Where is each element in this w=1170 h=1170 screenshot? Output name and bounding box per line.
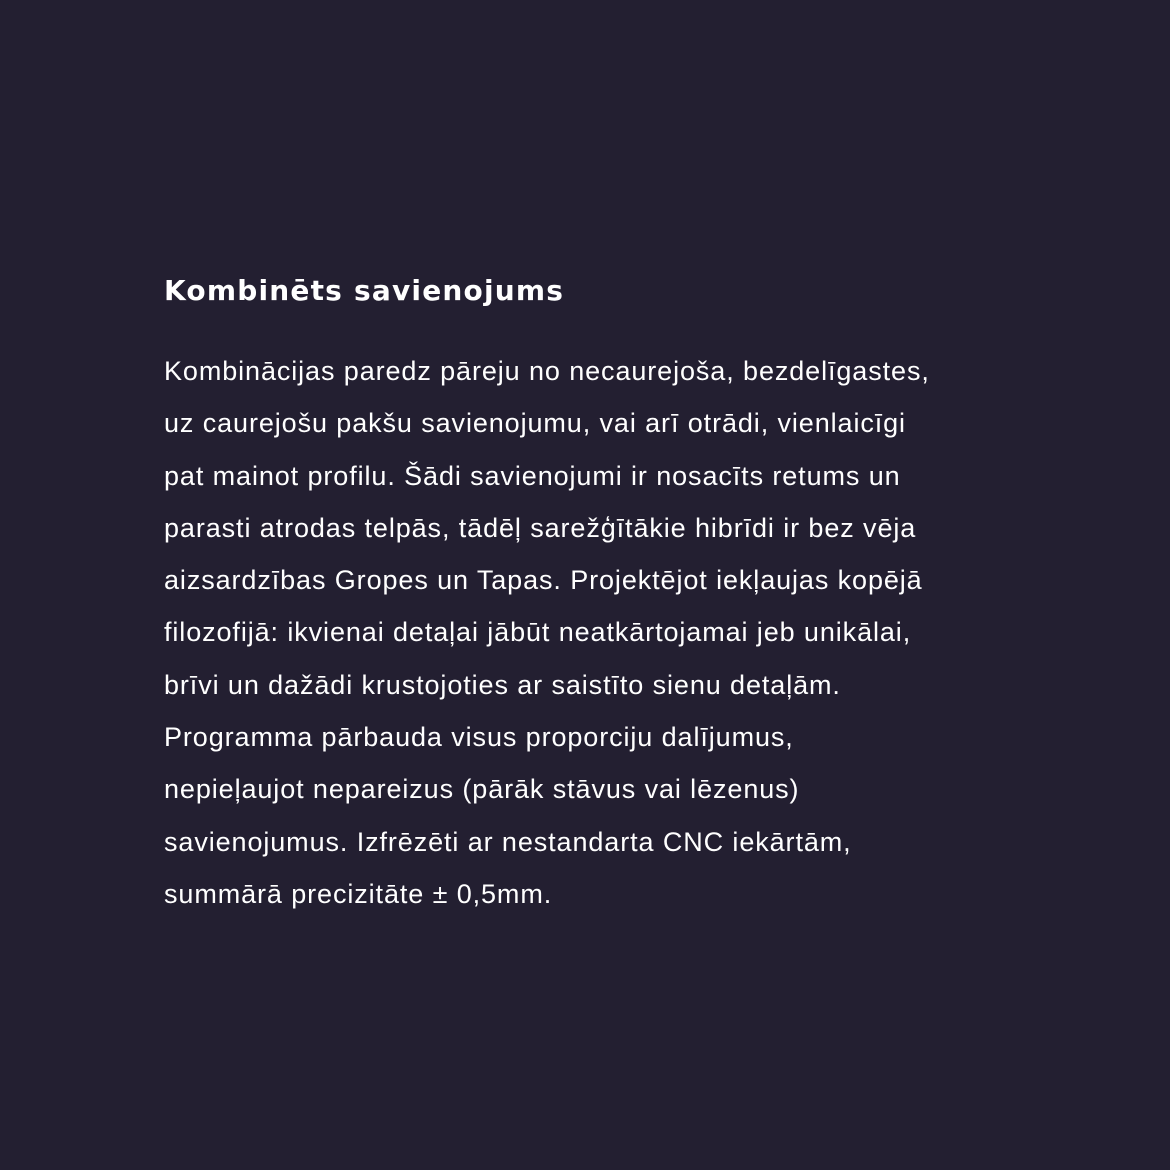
paragraph-line: pat mainot profilu. Šādi savienojumi ir nosacīts retums un <box>164 460 901 491</box>
paragraph-line: aizsardzības Gropes un Tapas. Projektējot iekļaujas kopējā <box>164 565 923 596</box>
paragraph-line: brīvi un dažādi krustojoties ar saistīto sienu detaļām. <box>164 669 841 700</box>
paragraph-line: nepieļaujot nepareizus (pārāk stāvus vai lēzenus) <box>164 774 800 805</box>
paragraph-line: Programma pārbauda visus proporciju dalījumus, <box>164 722 794 753</box>
description-paragraph <box>164 345 1044 920</box>
paragraph-line: summārā precizitāte ± 0,5mm. <box>164 878 553 909</box>
paragraph-line: parasti atrodas telpās, tādēļ sarežģītākie hibrīdi ir bez vēja <box>164 512 917 543</box>
paragraph-line: filozofijā: ikvienai detaļai jābūt neatkārtojamai jeb unikālai, <box>164 617 912 648</box>
paragraph-line: savienojumus. Izfrēzēti ar nestandarta CNC iekārtām, <box>164 826 852 857</box>
section-title: Kombinēts savienojums <box>164 274 565 307</box>
paragraph-line: uz caurejošu pakšu savienojumu, vai arī otrādi, vienlaicīgi <box>164 408 906 439</box>
paragraph-line: Kombinācijas paredz pāreju no necaurejoša, bezdelīgastes, <box>164 356 930 386</box>
text-block <box>164 271 1044 920</box>
